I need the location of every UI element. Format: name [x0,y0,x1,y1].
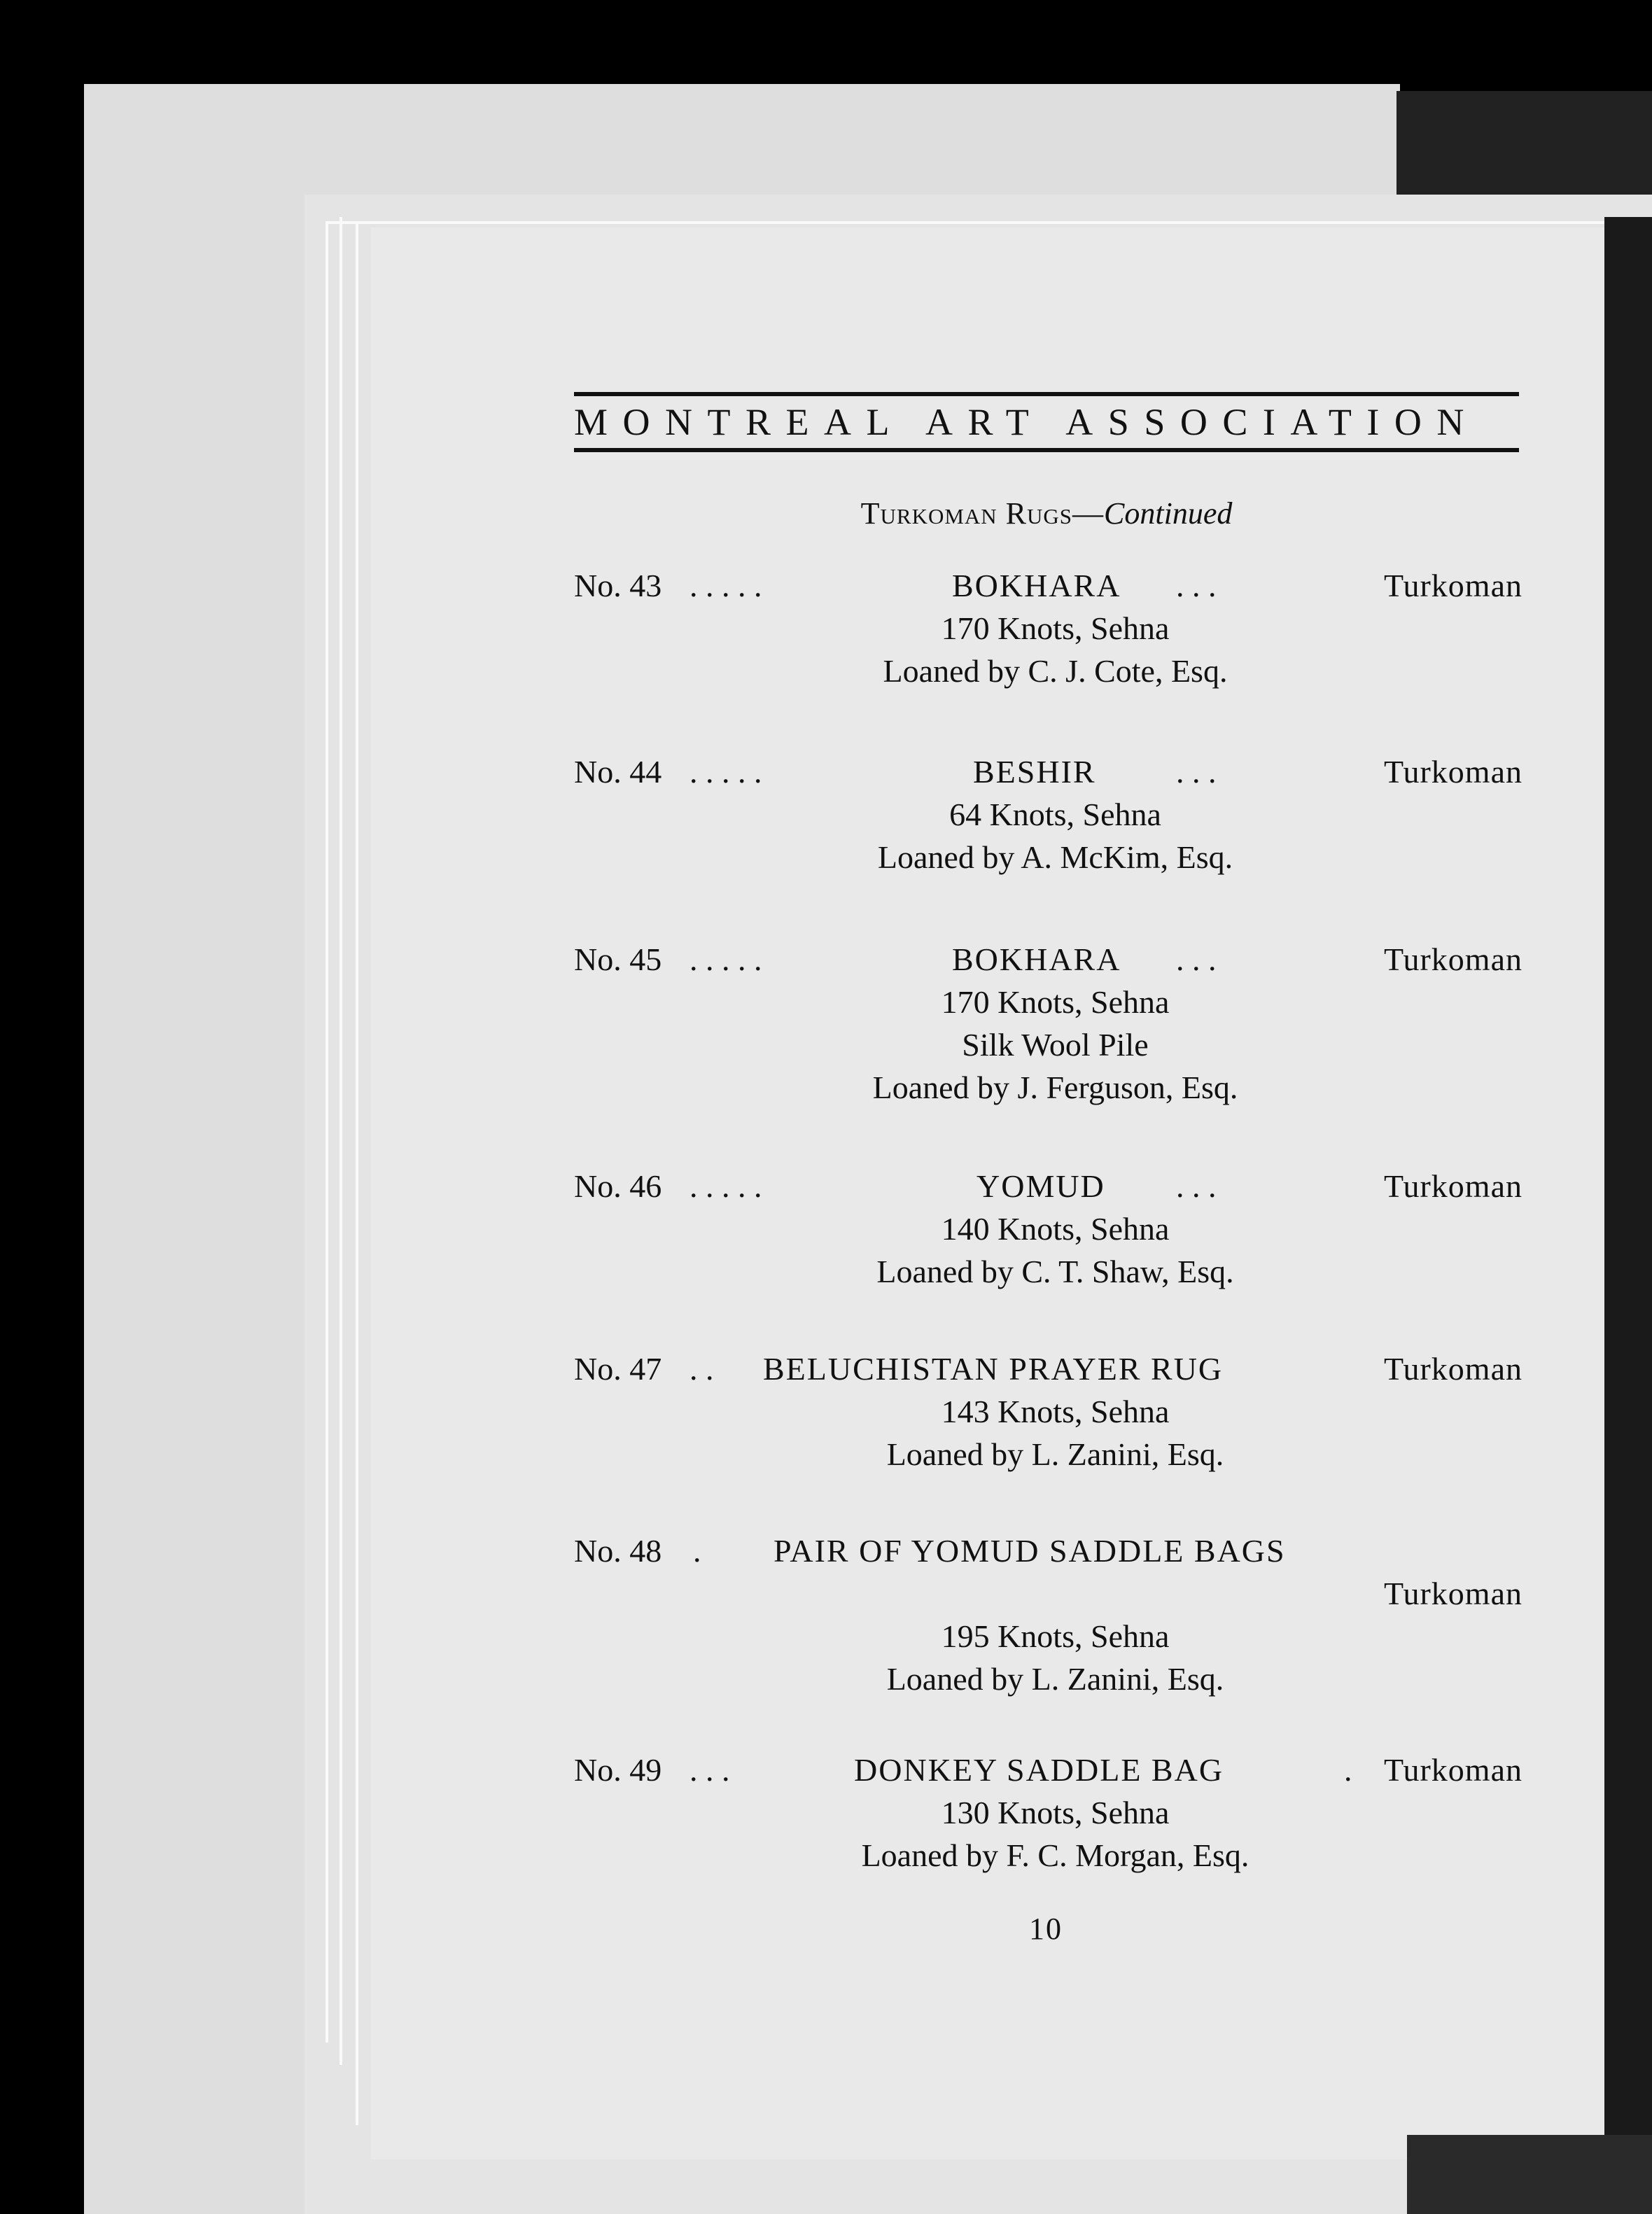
catalogue-entry [574,564,1522,692]
entry-origin-row [574,1572,1522,1615]
page-edge-line [326,221,1606,224]
entry-detail: Loaned by F. C. Morgan, Esq. [861,1837,1250,1873]
rug-name: PAIR OF YOMUD SADDLE BAGS [774,1533,1286,1569]
background-bottom-strip [1407,2135,1652,2214]
rug-origin: Turkoman [1384,1351,1522,1387]
entry-number: No. 49 [574,1752,662,1788]
entry-number: No. 44 [574,754,662,790]
entry-detail: 195 Knots, Sehna [941,1618,1170,1654]
entry-detail: Silk Wool Pile [962,1027,1149,1063]
leader-dots: . . . [1176,754,1217,790]
page-edge-line [356,221,358,2125]
entry-number: No. 45 [574,941,662,977]
rug-origin: Turkoman [1384,1168,1522,1204]
entry-heading-row [574,1347,1522,1390]
entry-heading-row [574,750,1522,793]
rug-origin: Turkoman [1384,568,1522,603]
section-title-suffix: Continued [1104,496,1233,531]
entry-number: No. 47 [574,1351,662,1387]
entry-detail: 140 Knots, Sehna [941,1211,1170,1247]
leader-dots: . . . . . [690,941,762,977]
entry-detail: Loaned by C. T. Shaw, Esq. [876,1254,1234,1289]
page-edge-line [340,217,342,2065]
entry-detail: Loaned by L. Zanini, Esq. [886,1661,1224,1697]
entry-detail: 170 Knots, Sehna [941,984,1170,1020]
rug-origin: Turkoman [1384,754,1522,790]
entry-heading-row [574,1529,1522,1572]
catalogue-entry [574,750,1522,878]
page-title: MONTREAL ART ASSOCIATION [574,401,1479,443]
leader-dots: . . . [1176,941,1217,977]
entry-heading-row [574,564,1522,607]
rug-name: BOKHARA [952,941,1121,977]
rug-name: BOKHARA [952,568,1121,603]
background-right-strip [1604,217,1652,2214]
entry-detail: 64 Knots, Sehna [949,797,1161,832]
rug-name: YOMUD [976,1168,1105,1204]
catalogue-entry [574,1529,1522,1700]
rug-origin: Turkoman [1384,1576,1522,1611]
catalogue-entry [574,1165,1522,1293]
leader-dots: . . . . . [690,568,762,603]
leader-dots: . [1344,1752,1352,1788]
leader-dots: . . . . . [690,754,762,790]
entry-number: No. 43 [574,568,662,603]
leader-dots: . . . [690,1752,730,1788]
section-title-main: Turkoman Rugs— [860,496,1105,531]
rug-name: DONKEY SADDLE BAG [854,1752,1224,1788]
leader-dots: . . . [1176,1168,1217,1204]
entry-number: No. 46 [574,1168,662,1204]
heading-rule-bottom [574,448,1519,452]
background-dark-corner [1396,91,1652,203]
heading-rule-top [574,392,1519,396]
entry-detail: 170 Knots, Sehna [941,610,1170,646]
entry-detail: Loaned by A. McKim, Esq. [877,839,1233,875]
rug-origin: Turkoman [1384,941,1522,977]
leader-dots: . [693,1533,701,1569]
leader-dots: . . [690,1351,714,1387]
entry-detail: 143 Knots, Sehna [941,1394,1170,1429]
entry-heading-row [574,1749,1522,1791]
entry-heading-row [574,938,1522,981]
entry-heading-row [574,1165,1522,1207]
entry-detail: 130 Knots, Sehna [941,1795,1170,1830]
page-edge-line [326,223,328,2043]
section-title [574,493,1519,535]
catalogue-entry [574,1347,1522,1476]
catalogue-entry [574,1749,1522,1877]
rug-name: BESHIR [973,754,1096,790]
rug-name: BELUCHISTAN PRAYER RUG [763,1351,1224,1387]
leader-dots: . . . . . [690,1168,762,1204]
entry-detail: Loaned by J. Ferguson, Esq. [872,1070,1238,1105]
entry-detail: Loaned by C. J. Cote, Esq. [883,653,1228,689]
catalogue-entry [574,938,1522,1109]
page-number: 10 [1029,1912,1063,1946]
leader-dots: . . . [1176,568,1217,603]
entry-number: No. 48 [574,1533,662,1569]
rug-origin: Turkoman [1384,1752,1522,1788]
entry-detail: Loaned by L. Zanini, Esq. [886,1436,1224,1472]
